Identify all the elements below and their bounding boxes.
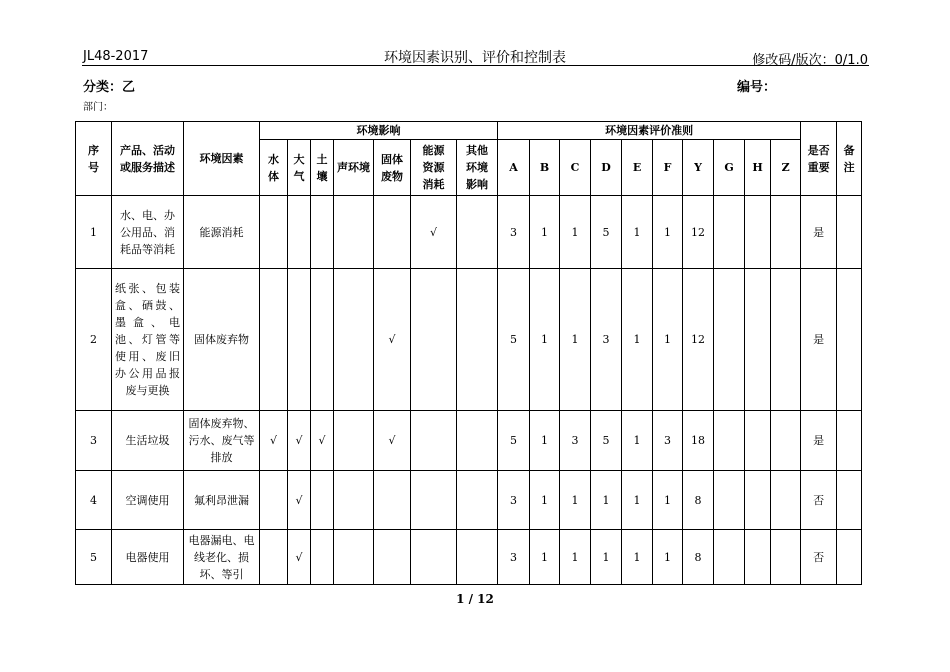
row-impact-water [260,269,288,411]
row-criteria-c: 1 [560,530,591,585]
header-rule [82,65,869,66]
row-impact-energy [411,471,457,530]
row-impact-noise [334,411,374,471]
row-important: 是 [801,269,837,411]
row-impact-soil [311,196,334,269]
row-criteria-a: 3 [498,196,530,269]
row-impact-air: √ [288,411,311,471]
header-impact-energy: 能源资源消耗 [411,140,457,196]
row-criteria-h [745,269,771,411]
row-impact-air: √ [288,471,311,530]
row-criteria-e: 1 [622,471,653,530]
row-criteria-y: 8 [683,530,714,585]
row-criteria-e: 1 [622,411,653,471]
row-impact-energy: √ [411,196,457,269]
row-factor: 能源消耗 [184,196,260,269]
row-impact-energy [411,530,457,585]
row-criteria-g [714,411,745,471]
row-impact-solid-waste [374,196,411,269]
row-product: 生活垃圾 [112,411,184,471]
row-criteria-f: 1 [653,530,683,585]
row-seq: 2 [76,269,112,411]
row-criteria-c: 1 [560,269,591,411]
row-criteria-b: 1 [530,411,560,471]
row-factor: 固体废弃物、污水、废气等排放 [184,411,260,471]
row-product: 空调使用 [112,471,184,530]
row-criteria-b: 1 [530,269,560,411]
row-criteria-c: 3 [560,411,591,471]
header-product: 产品、活动或服务描述 [112,122,184,196]
header-criteria-h: H [745,140,771,196]
row-criteria-d: 3 [591,269,622,411]
row-criteria-a: 3 [498,530,530,585]
row-remark [837,196,862,269]
row-remark [837,471,862,530]
header-impact-soil: 土壤 [311,140,334,196]
row-seq: 3 [76,411,112,471]
row-criteria-h [745,471,771,530]
header-impact-group: 环境影响 [260,122,498,140]
row-product: 纸张、包装盒、硒鼓、墨盒、电池、灯管等使用、废旧办公用品报废与更换 [112,269,184,411]
row-criteria-h [745,411,771,471]
header-seq: 序号 [76,122,112,196]
page-number: 1 / 12 [456,592,494,606]
document-title: 环境因素识别、评价和控制表 [384,50,566,66]
row-seq: 1 [76,196,112,269]
row-impact-other [457,471,498,530]
row-important: 是 [801,411,837,471]
row-criteria-d: 5 [591,196,622,269]
header-remark: 备注 [837,122,862,196]
header-criteria-d: D [591,140,622,196]
department-label: 部门： [83,102,113,113]
row-impact-air [288,269,311,411]
table-row [76,530,862,585]
row-remark [837,411,862,471]
header-criteria-y: Y [683,140,714,196]
row-criteria-c: 1 [560,196,591,269]
row-impact-water: √ [260,411,288,471]
row-impact-air: √ [288,530,311,585]
row-impact-noise [334,471,374,530]
table-row [76,269,862,411]
row-criteria-g [714,269,745,411]
header-criteria-z: Z [771,140,801,196]
header-impact-other: 其他环境影响 [457,140,498,196]
row-impact-energy [411,269,457,411]
row-criteria-y: 12 [683,196,714,269]
row-criteria-b: 1 [530,471,560,530]
row-criteria-y: 8 [683,471,714,530]
row-remark [837,530,862,585]
table-row [76,471,862,530]
row-factor: 电器漏电、电线老化、损坏、等引 [184,530,260,585]
row-criteria-d: 1 [591,471,622,530]
row-product: 电器使用 [112,530,184,585]
document-code: JL48-2017 [83,49,149,64]
row-impact-noise [334,269,374,411]
row-product: 水、电、办公用品、消耗品等消耗 [112,196,184,269]
header-criteria-a: A [498,140,530,196]
row-seq: 4 [76,471,112,530]
row-criteria-z [771,269,801,411]
row-impact-soil [311,530,334,585]
row-impact-other [457,196,498,269]
row-remark [837,269,862,411]
row-factor: 固体废弃物 [184,269,260,411]
row-impact-soil: √ [311,411,334,471]
row-criteria-a: 5 [498,411,530,471]
header-impact-air: 大气 [288,140,311,196]
row-impact-air [288,196,311,269]
header-important: 是否重要 [801,122,837,196]
row-criteria-z [771,530,801,585]
row-seq: 5 [76,530,112,585]
header-criteria-f: F [653,140,683,196]
row-important: 否 [801,471,837,530]
table-row [76,411,862,471]
row-important: 是 [801,196,837,269]
row-criteria-c: 1 [560,471,591,530]
row-impact-noise [334,530,374,585]
row-impact-soil [311,471,334,530]
row-criteria-f: 1 [653,269,683,411]
row-criteria-z [771,196,801,269]
row-impact-other [457,269,498,411]
row-factor: 氟利昂泄漏 [184,471,260,530]
header-impact-water: 水体 [260,140,288,196]
environment-factor-table [75,121,862,585]
row-impact-water [260,530,288,585]
row-criteria-h [745,530,771,585]
row-impact-solid-waste [374,471,411,530]
row-impact-noise [334,196,374,269]
row-impact-other [457,411,498,471]
row-criteria-b: 1 [530,530,560,585]
row-impact-soil [311,269,334,411]
header-criteria-group: 环境因素评价准则 [498,122,801,140]
header-criteria-g: G [714,140,745,196]
row-impact-other [457,530,498,585]
row-criteria-g [714,530,745,585]
header-criteria-b: B [530,140,560,196]
row-criteria-f: 1 [653,196,683,269]
row-criteria-y: 18 [683,411,714,471]
row-criteria-h [745,196,771,269]
header-criteria-c: C [560,140,591,196]
row-criteria-d: 1 [591,530,622,585]
row-impact-water [260,196,288,269]
row-criteria-z [771,471,801,530]
row-impact-solid-waste [374,530,411,585]
row-criteria-d: 5 [591,411,622,471]
row-criteria-b: 1 [530,196,560,269]
header-impact-solid-waste: 固体废物 [374,140,411,196]
category-label: 分类：乙 [83,80,136,95]
header-criteria-e: E [622,140,653,196]
row-criteria-e: 1 [622,269,653,411]
row-criteria-y: 12 [683,269,714,411]
row-criteria-f: 1 [653,471,683,530]
row-criteria-e: 1 [622,530,653,585]
header-factor: 环境因素 [184,122,260,196]
number-label: 编号： [737,80,777,95]
row-impact-energy [411,411,457,471]
row-impact-solid-waste: √ [374,411,411,471]
revision-info: 修改码/版次：0/1.0 [752,53,868,68]
row-criteria-g [714,196,745,269]
row-criteria-a: 5 [498,269,530,411]
row-impact-solid-waste: √ [374,269,411,411]
row-criteria-z [771,411,801,471]
row-criteria-f: 3 [653,411,683,471]
row-impact-water [260,471,288,530]
header-impact-noise: 声环境 [334,140,374,196]
row-criteria-e: 1 [622,196,653,269]
row-important: 否 [801,530,837,585]
row-criteria-a: 3 [498,471,530,530]
row-criteria-g [714,471,745,530]
table-row [76,196,862,269]
